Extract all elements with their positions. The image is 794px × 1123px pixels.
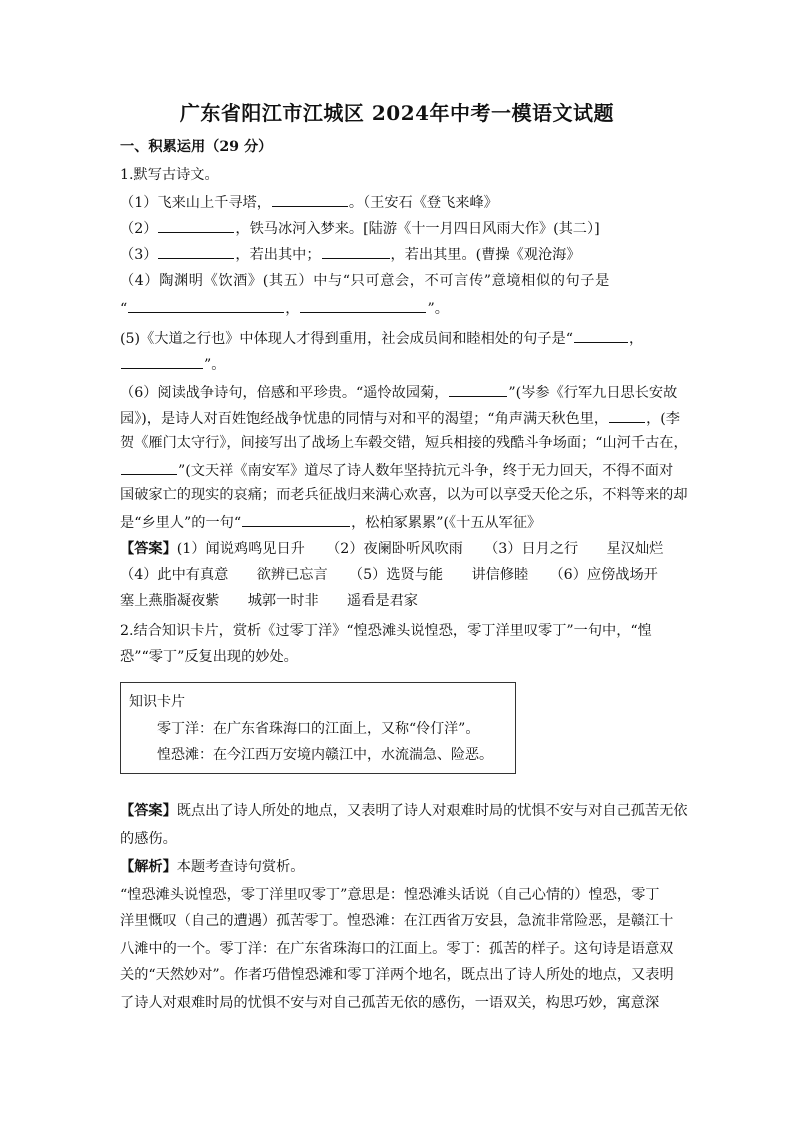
q2-analysis-intro: 本题考查诗句赏析。 [176,859,305,875]
q1-item-6-text-d: ，(李 [646,411,680,427]
comma: ， [285,301,300,317]
answer-blank [300,298,426,313]
q1-answer-line2: （4）此中有真意 欲辨已忘言 （5）选贤与能 讲信修睦 （6）应傍战场开 [120,567,658,583]
knowledge-card-title: 知识卡片 [129,694,185,710]
answer-blank [121,460,177,475]
q1-item-6-line2 [120,408,680,428]
q1-item-5-line2 [120,354,680,374]
q2-stem-line1: 2.结合知识卡片，赏析《过零丁洋》“惶恐滩头说惶恐，零丁洋里叹零丁”一句中，“惶 [120,623,652,639]
q1-item-6-line1 [120,382,680,402]
answer-blank [449,382,507,397]
knowledge-card-line2: 惶恐滩：在今江西万安境内赣江中，水流湍急、险恶。 [157,747,493,763]
q2-stem-line2: 恐”“零丁”反复出现的妙处。 [120,649,298,665]
answer-blank [272,192,348,207]
q2-analysis-line1: “惶恐滩头说惶恐，零丁洋里叹零丁”意思是：惶恐滩头话说（自己心情的）惶恐，零丁 [120,887,660,903]
q1-item-3 [120,244,680,264]
q1-item-6-line5: 国破家亡的现实的哀痛；而老兵征战归来满心欢喜，以为可以享受天伦之乐，不料等来的却 [120,487,688,503]
q1-answer-line1 [120,540,680,558]
q1-item-4: （4）陶渊明《饮酒》(其五）中与“只可意会，不可言传”意境相似的句子是 [120,273,610,289]
q1-item-5 [120,328,680,348]
q1-item-6-text-g: ，松柏冢累累”(《十五从军征》 [351,515,542,531]
q2-analysis-line5: 了诗人对艰难时局的忧惧不安与对自己孤苦无依的感伤，一语双关，构思巧妙，寓意深 [120,995,660,1011]
answer-blank [158,244,234,259]
q1-item-4-blanks [120,298,680,318]
answer-blank [322,244,390,259]
q1-item-6-text-e: ”(文天祥《南安军》道尽了诗人数年坚持抗元斗争，终于无力回天，不得不面对 [178,463,674,479]
exam-title: 广东省阳江市江城区 2024年中考一模语文试题 [179,101,615,125]
q1-item-2-text-b: ，铁马冰河入梦来。[陆游《十一月四日风雨大作》(其二）] [235,221,600,237]
q2-analysis-line2: 洋里慨叹（自己的遭遇）孤苦零丁。惶恐滩：在江西省万安县，急流非常险恶，是赣江十 [120,913,674,929]
q2-analysis-line3: 八滩中的一个。零丁洋：在广东省珠海口的江面上。零丁：孤苦的样子。这句诗是语意双 [120,941,674,957]
q1-item-3-text-c: ，若出其里。(曹操《观沧海》 [390,247,581,263]
q2-analysis-line0 [120,858,680,876]
q1-item-6-line6 [120,512,680,532]
comma: ， [628,331,644,347]
q1-answer-line3: 塞上燕脂凝夜紫 城郭一时非 遥看是君家 [120,593,418,609]
q1-item-6-line3: 贺《雁门太守行》，间接写出了战场上车毂交错，短兵相接的残酷斗争场面；“山河千古在， [120,435,688,451]
q1-item-1 [120,192,680,212]
section-heading: 一、积累运用（29 分） [120,139,273,155]
knowledge-card [120,682,516,774]
quote-open: “ [120,301,128,317]
quote-close: ”。 [204,357,226,373]
knowledge-card-line1: 零丁洋：在广东省珠海口的江面上，又称“伶仃洋”。 [157,721,480,737]
q1-item-2 [120,218,680,238]
q1-item-2-text-a: （2） [120,221,158,237]
q1-item-5-text: (5)《大道之行也》中体现人才得到重用，社会成员间和睦相处的句子是“ [120,331,573,347]
q1-item-1-text-a: （1）飞来山上千寻塔， [120,195,271,211]
q1-item-6-text-b: ”(岑参《行军九日思长安故 [508,385,678,401]
analysis-label: 【解析】 [120,859,177,875]
quote-close: ”。 [427,301,449,317]
q1-item-6-text-f: 是“乡里人”的一句“ [120,515,242,531]
answer-label: 【答案】 [120,541,177,557]
q1-item-6-text-a: （6）阅读战争诗句，倍感和平珍贵。“遥怜故园菊， [120,385,449,401]
q1-item-6-text-c: 园》)，是诗人对百姓饱经战争忧患的同情与对和平的渴望；“角声满天秋色里， [120,411,609,427]
answer-blank [158,218,234,233]
q2-answer-text: 既点出了诗人所处的地点，又表明了诗人对艰难时局的忧惧不安与对自己孤苦无依 [176,803,688,819]
answer-blank [128,298,284,313]
answer-blank [609,408,645,423]
q1-item-1-text-b: 。（王安石《登飞来峰》 [348,195,498,211]
q2-analysis-line4: 关的“天然妙对”。作者巧借惶恐滩和零丁洋两个地名，既点出了诗人所处的地点，又表明 [120,967,674,983]
q2-answer-line2: 的感伤。 [120,831,177,847]
answer-label: 【答案】 [120,803,177,819]
answer-blank [242,512,350,527]
q1-stem: 1.默写古诗文。 [120,167,219,183]
q1-item-6-line4 [120,460,680,480]
q1-answer-text: (1）闻说鸡鸣见日升 （2）夜阑卧听风吹雨 （3）日月之行 星汉灿烂 [176,541,664,557]
answer-blank [121,354,203,369]
q1-item-3-text-a: （3） [120,247,158,263]
q1-item-3-text-b: ，若出其中； [235,247,321,263]
answer-blank [574,328,628,343]
q2-answer-line1 [120,802,688,820]
